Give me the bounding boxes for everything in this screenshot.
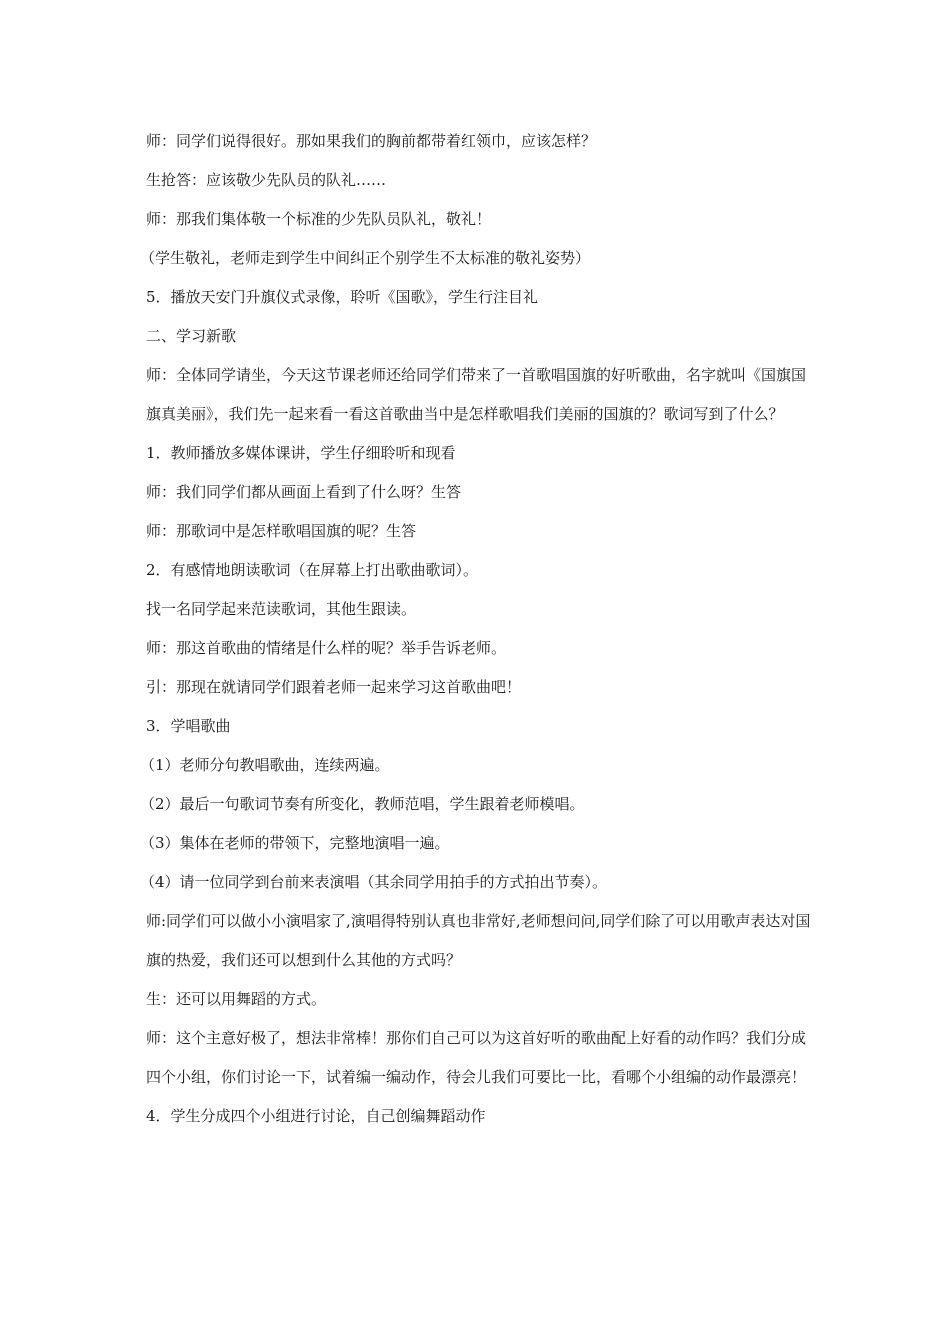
paragraph: 4．学生分成四个小组进行讨论，自己创编舞蹈动作: [146, 1107, 486, 1125]
paragraph: 生：还可以用舞蹈的方式。: [146, 990, 327, 1008]
paragraph: 生抢答：应该敬少先队员的队礼……: [146, 171, 387, 189]
paragraph: 2．有感情地朗读歌词（在屏幕上打出歌曲歌词）。: [146, 561, 479, 579]
paragraph: 找一名同学起来范读歌词，其他生跟读。: [146, 600, 417, 618]
section-heading: 二、学习新歌: [146, 327, 237, 345]
paragraph: 师：全体同学请坐，今天这节课老师还给同学们带来了一首歌唱国旗的好听歌曲，名字就叫《国旗国旗真美丽》，我们先一起来看一看这首歌曲当中是怎样歌唱我们美丽的国旗的？歌词写到了什么？: [146, 366, 807, 423]
paragraph: （2）最后一句歌词节奏有所变化，教师范唱，学生跟着老师模唱。: [140, 795, 585, 813]
paragraph: 师：那歌词中是怎样歌唱国旗的呢？生答: [146, 522, 417, 540]
paragraph: 师：那这首歌曲的情绪是什么样的呢？举手告诉老师。: [146, 639, 507, 657]
paragraph: 1．教师播放多媒体课讲，学生仔细聆听和现看: [146, 444, 456, 462]
paragraph: 3．学唱歌曲: [146, 717, 231, 735]
paragraph: 引：那现在就请同学们跟着老师一起来学习这首歌曲吧！: [146, 678, 522, 696]
document-body: [140, 122, 818, 1136]
paragraph: 5．播放天安门升旗仪式录像，聆听《国歌》，学生行注目礼: [146, 288, 539, 306]
paragraph: 师：这个主意好极了，想法非常棒！那你们自己可以为这首好听的歌曲配上好看的动作吗？我们分成四个小组，你们讨论一下，试着编一编动作，待会儿我们可要比一比，看哪个小组编的动作最漂亮！: [146, 1029, 807, 1086]
paragraph: （学生敬礼，老师走到学生中间纠正个别学生不太标准的敬礼姿势）: [140, 249, 591, 267]
paragraph: 师：那我们集体敬一个标准的少先队员队礼，敬礼！: [146, 210, 492, 228]
paragraph: （3）集体在老师的带领下，完整地演唱一遍。: [140, 834, 450, 852]
paragraph: 师：我们同学们都从画面上看到了什么呀？生答: [146, 483, 462, 501]
paragraph: 师:同学们可以做小小演唱家了,演唱得特别认真也非常好,老师想问问,同学们除了可以用歌声表达对国旗的热爱，我们还可以想到什么其他的方式吗？: [146, 912, 811, 969]
paragraph: 师：同学们说得很好。那如果我们的胸前都带着红领巾，应该怎样？: [146, 132, 597, 150]
paragraph: （4）请一位同学到台前来表演唱（其余同学用拍手的方式拍出节奏）。: [140, 873, 608, 891]
paragraph: （1）老师分句教唱歌曲，连续两遍。: [140, 756, 390, 774]
